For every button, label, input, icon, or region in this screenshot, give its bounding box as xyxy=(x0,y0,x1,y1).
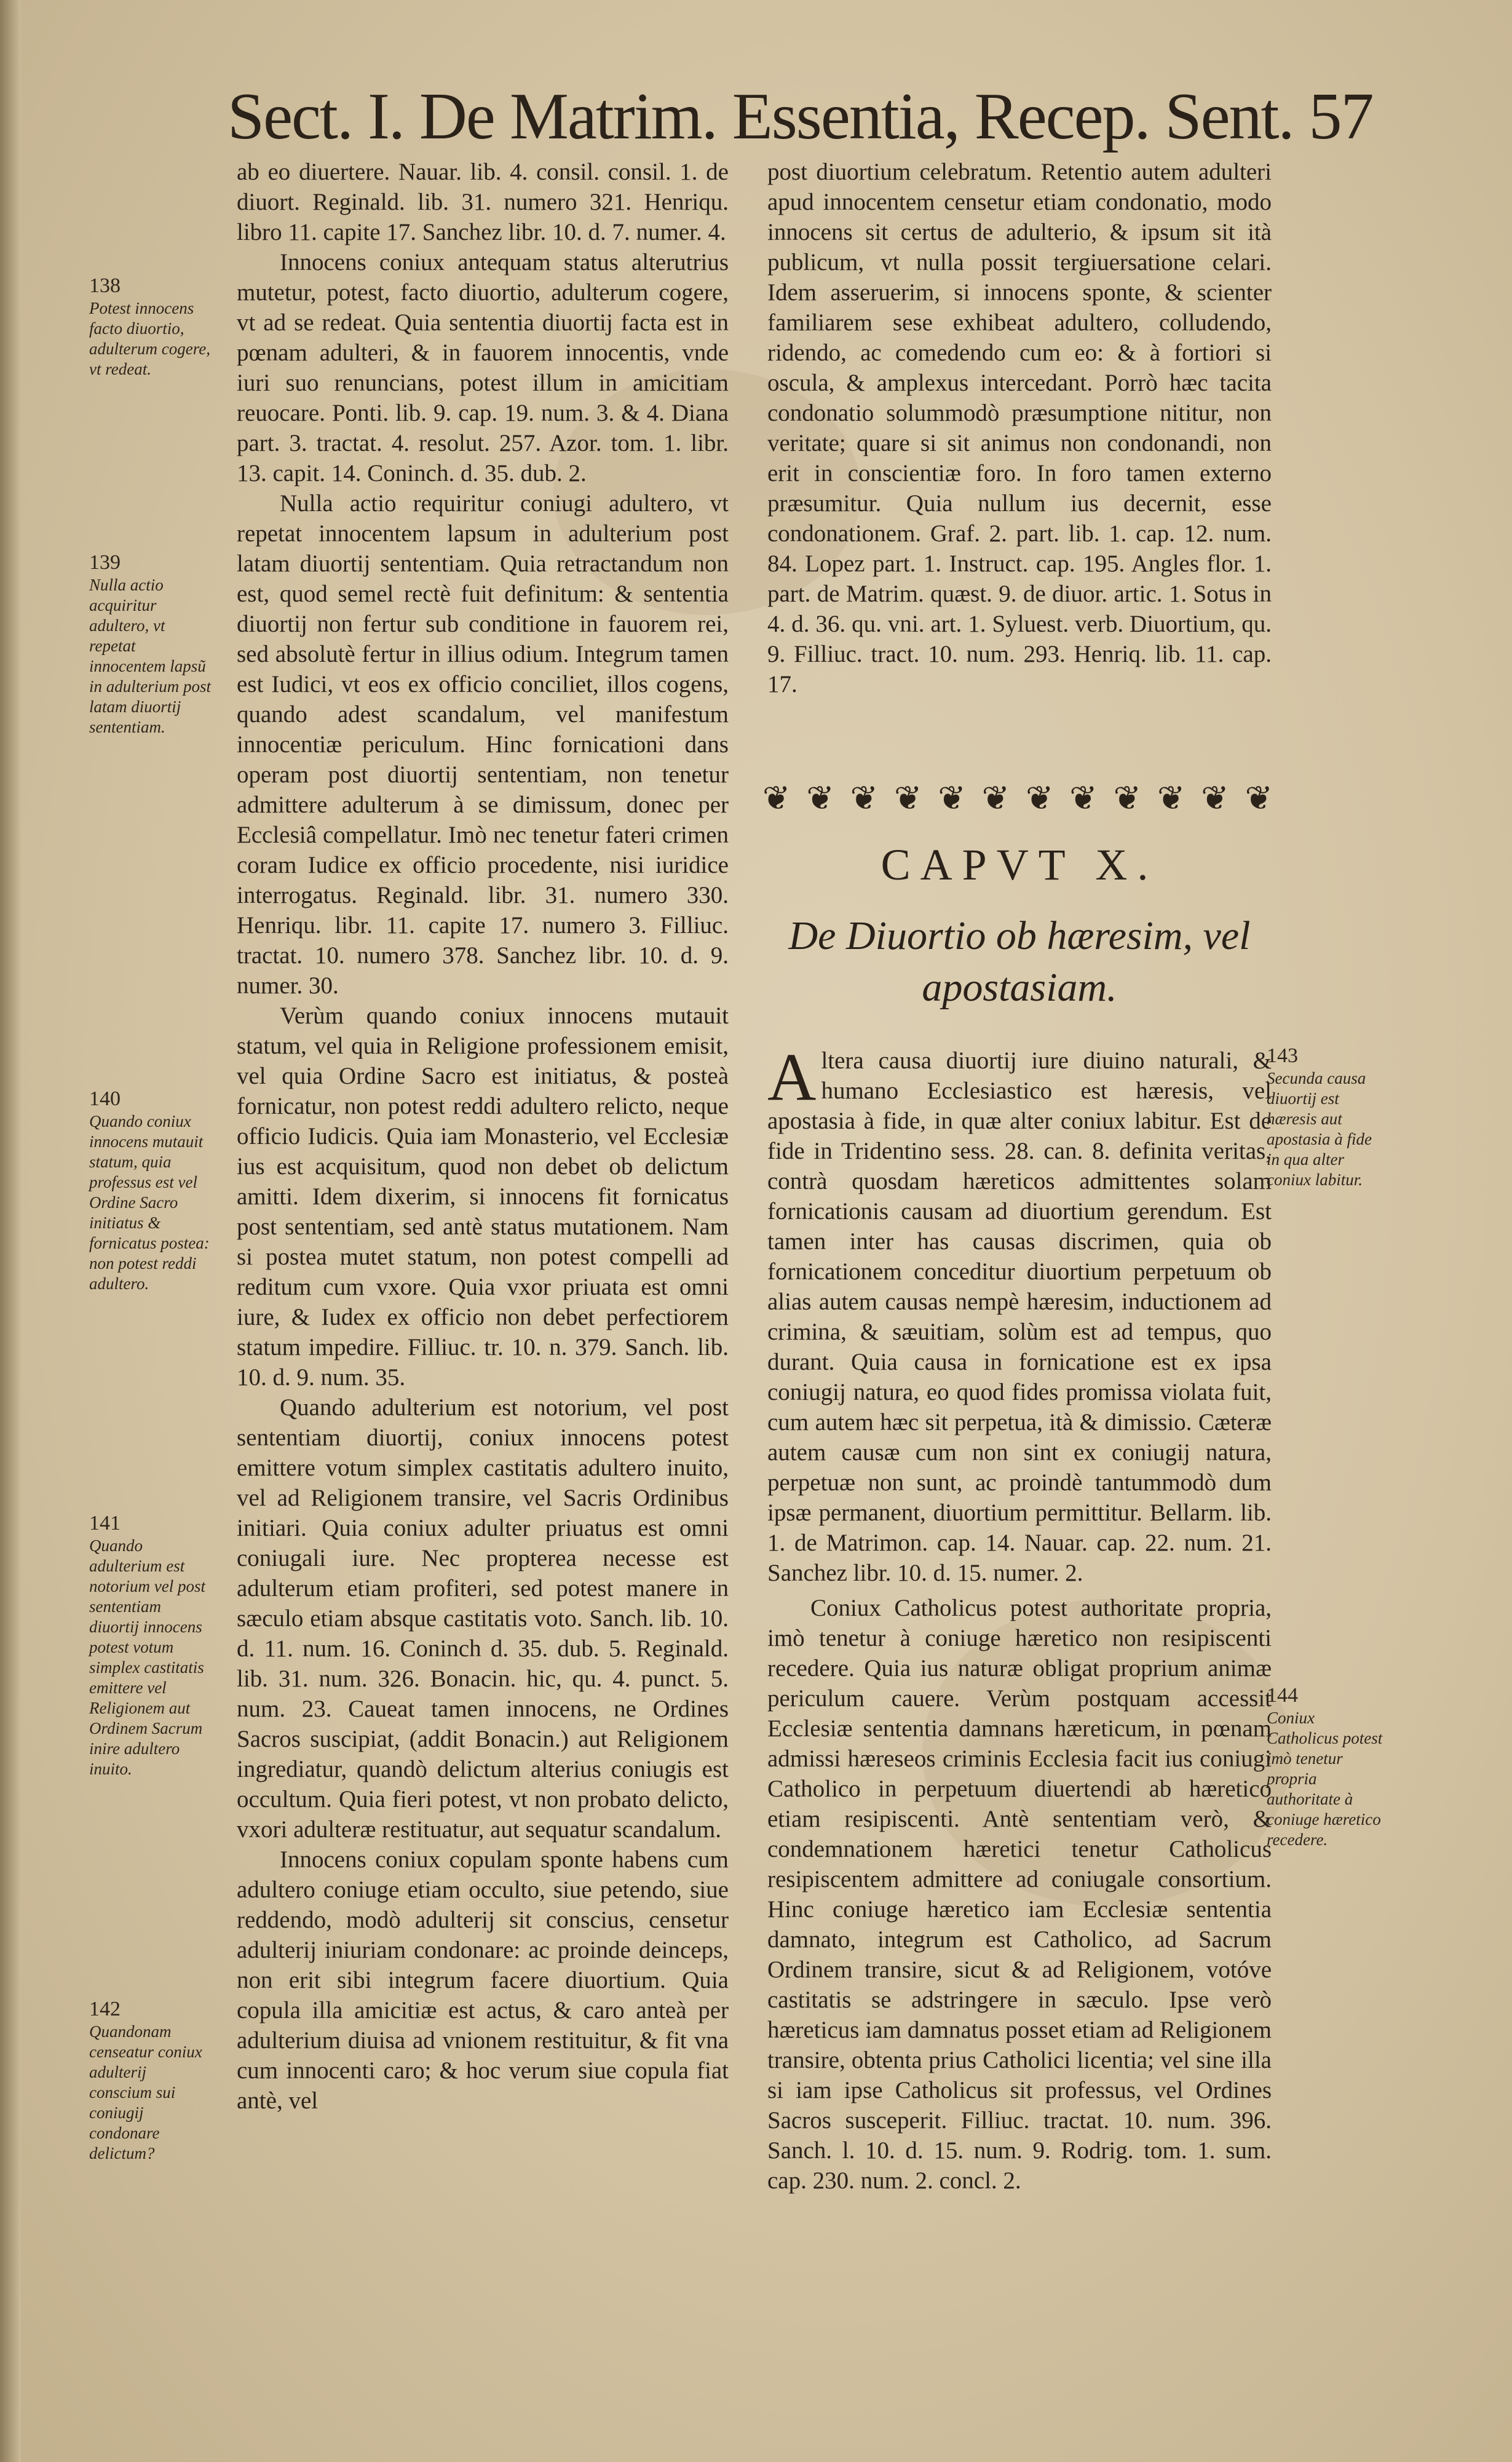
fleuron-icon: ❦ xyxy=(806,779,834,817)
chapter-title: CAPVT X. xyxy=(881,840,1158,889)
section-number: 139 xyxy=(89,551,121,574)
margin-note-text: Quando adulterium est notorium vel post sententiam diuortij innocens potest votum simplex castitatis emittere vel Religionem aut Ordinem Sacrum inire adultero inuito. xyxy=(89,1536,205,1778)
margin-note-text: Secunda causa diuortij est hæresis aut apostasia à fide in qua alter coniux labitur. xyxy=(1267,1069,1372,1189)
right-column-body xyxy=(767,1039,1272,2196)
section-number: 142 xyxy=(89,1998,121,2020)
fleuron-icon: ❦ xyxy=(1025,779,1054,817)
margin-note xyxy=(89,1089,212,1294)
chapter-subtitle: De Diuortio ob hæresim, vel apostasiam. xyxy=(788,913,1251,1010)
fleuron-icon: ❦ xyxy=(938,779,966,817)
fleuron-icon: ❦ xyxy=(1245,779,1273,817)
margin-note xyxy=(89,1513,212,1779)
paragraph xyxy=(767,1039,1272,1588)
section-number: 144 xyxy=(1267,1684,1298,1707)
drop-cap: A xyxy=(767,1039,817,1114)
paragraph-text: ltera causa diuortij iure diuino naturali, & humano Ecclesiastico est hæresis, vel apostasia à fide, in quæ alter coniux labitur. Est de fide in Tridentino sess. 28. can. 8. definita veritas, contrà quosdam hæreticos admittentes solam fornicationis causam ad diuortium gerendum. Est tamen inter has causas discrimen, quia ob fornicationem conceditur diuortium perpetuum ob alias autem causas nempè hæresim, inductionem ad crimina, & sæuitiam, solùm est ad tempus, quo durant. Quia causa in fornicatione est ex ipsa coniugij natura, eo quod fides promissa violata fuit, cum autem hæc sit perpetua, ità & dimissio. Cæteræ autem causæ cum non sint ex coniugij natura, perpetuæ non sunt, ac proindè tantummodò dum ipsæ permanent, diuortium permittitur. Bellarm. lib. 1. de Matrimon. cap. 14. Nauar. cap. 22. num. 21. Sanchez libr. 10. d. 15. numer. 2. xyxy=(767,1047,1272,1586)
right-column-top xyxy=(767,157,1272,699)
paragraph: ab eo diuertere. Nauar. lib. 4. consil. consil. 1. de diuort. Reginald. lib. 31. numero 321. Henriqu. libro 11. capite 17. Sanchez libr. 10. d. 7. numer. 4. xyxy=(237,159,729,245)
margin-note-text: Quando coniux innocens mutauit statum, quia professus est vel Ordine Sacro initiatus & fornicatus postea: non potest reddi adultero. xyxy=(89,1112,210,1293)
running-head: Sect. I. De Matrim. Essentia, Recep. Sent. 57 xyxy=(228,80,1373,153)
margin-note xyxy=(89,276,212,379)
fleuron-icon: ❦ xyxy=(981,779,1010,817)
margin-note xyxy=(1267,1046,1383,1190)
paragraph: Coniux Catholicus potest authoritate propria, imò tenetur à coniuge hæretico non resipiscenti recedere. Quia ius naturæ obligat proprium animæ periculum cauere. Verùm postquam accessit Ecclesiæ sententia damnans hæreticum, in pœnam admissi hæreseos criminis Ecclesia facit ius coniugi Catholico in perpetuum diuertendi ab hæretico etiam resipiscenti. Antè sententiam verò, & condemnationem hæretici tenetur Catholicus resipiscentem admittere ad coniugale consortium. Hinc coniuge hæretico iam Ecclesiæ sententia damnato, integrum est Catholico, ad Sacrum Ordinem transire, sicut & ad Religionem, votóve castitatis se adstringere in sæculo. Ipse verò hæreticus iam damnatus posset etiam ad Religionem transire, obtenta prius Catholici licentia; vel sine illa si iam ipse Catholicus sit professus, vel Ordines Sacros susceperit. Filliuc. tractat. 10. num. 396. Sanch. l. 10. d. 15. num. 9. Rodrig. tom. 1. sum. cap. 230. num. 2. concl. 2. xyxy=(767,1595,1272,2194)
margin-note xyxy=(89,552,212,737)
section-number: 141 xyxy=(89,1512,121,1535)
margin-note xyxy=(1267,1685,1383,1850)
paragraph: Verùm quando coniux innocens mutauit statum, vel quia in Religione professionem emisit, vel quia Ordine Sacro est initiatus, & posteà fornicatur, non potest reddi adultero relicto, neque officio Iudicis. Quia iam Monasterio, vel Ecclesiæ ius est acquisitum, quod non debet ob delictum amitti. Idem dixerim, si innocens fit fornicatus post sententiam, sed antè status mutationem. Nam si postea mutet statum, non potest compelli ad reditum cum vxore. Quia vxor priuata est omni iure, & Iudex ex officio non debet perfectiorem statum impedire. Filliuc. tr. 10. n. 379. Sanch. lib. 10. d. 9. num. 35. xyxy=(237,1003,729,1391)
margin-note-text: Quandonam censeatur coniux adulterij conscium sui coniugij condonare delictum? xyxy=(89,2022,202,2162)
paragraph: Innocens coniux antequam status alterutrius mutetur, potest, facto diuortio, adulterum cogere, vt ad se redeat. Quia sententia diuortij facta est in pœnam adulteri, & in fauorem innocentis, vnde iuri suo renuncians, potest illum in amicitiam reuocare. Ponti. lib. 9. cap. 19. num. 3. & 4. Diana part. 3. tractat. 4. resolut. 257. Azor. tom. 1. libr. 13. capit. 14. Coninch. d. 35. dub. 2. xyxy=(237,249,729,486)
margin-note xyxy=(89,1999,212,2164)
ornament-band xyxy=(762,776,1273,819)
section-number: 143 xyxy=(1267,1044,1298,1067)
fleuron-icon: ❦ xyxy=(1201,779,1229,817)
margin-note-text: Coniux Catholicus potest imò tenetur propria authoritate à coniuge hæretico recedere. xyxy=(1267,1709,1383,1849)
paragraph: Nulla actio requiritur coniugi adultero, vt repetat innocentem lapsum in adulterium post latam diuortij sententiam. Quia retractandum non est, quod semel rectè fuit definitum: & sententia diuortij non fertur sub conditione in fauorem rei, sed absolutè fertur in illius odium. Integrum tamen est Iudici, vt eos ex officio conciliet, illos cogens, quando adest scandalum, vel manifestum innocentiæ periculum. Hinc fornicationi dans operam post diuortij sententiam, non tenetur admittere adulterum à se dimissum, donec per Ecclesiâ compellatur. Imò nec tenetur fateri crimen coram Iudice ex officio procedente, nisi iuridice interrogatus. Reginald. libr. 31. numero 330. Henriqu. libr. 11. capite 17. numero 3. Filliuc. tractat. 10. numero 378. Sanchez libr. 10. d. 9. numer. 30. xyxy=(237,490,729,999)
paragraph: Innocens coniux copulam sponte habens cum adultero coniuge etiam occulto, siue petendo, siue reddendo, modò adulterij sit conscius, censetur adulterij iniuriam condonare: ac proinde deinceps, non erit sibi integrum facere diuortium. Quia copula illa amicitiæ est actus, & caro anteà per adulterium diuisa ad vnionem restituitur, & fit vna cum innocenti caro; & hoc verum siue copula fiat antè, vel xyxy=(237,1846,729,2114)
fleuron-icon: ❦ xyxy=(1069,779,1098,817)
fleuron-icon: ❦ xyxy=(850,779,878,817)
paragraph: Quando adulterium est notorium, vel post sententiam diuortij, coniux innocens potest emittere votum simplex castitatis adultero inuito, vel ad Religionem transire, vel Sacris Ordinibus initiari. Quia coniux adulter priuatus est omni coniugali iure. Nec propterea necesse est adulterum etiam profiteri, sed potest manere in sæculo etiam absque castitatis voto. Sanch. lib. 10. d. 11. num. 16. Coninch d. 35. dub. 5. Reginald. lib. 31. num. 326. Bonacin. hic, qu. 4. punct. 5. num. 23. Caueat tamen innocens, ne Ordines Sacros suscipiat, (addit Bonacin.) aut Religionem ingrediatur, quandò delictum alterius coniugis est occultum. Quia fieri potest, vt non probato delicto, vxori adulteræ restituatur, aut sequatur scandalum. xyxy=(237,1394,729,1843)
page-gutter xyxy=(0,0,21,2462)
paragraph: post diuortium celebratum. Retentio autem adulteri apud innocentem censetur etiam condonatio, modo innocens sit certus de adulterio, & ipsum sit ità publicum, vt nulla possit tergiuersatione celari. Idem asseruerim, si innocens sponte, & scienter familiarem sese exhibeat adultero, colludendo, ridendo, ac comedendo cum eo: & à fortiori si oscula, & amplexus intercedant. Porrò hæc tacita condonatio solummodò præsumptione nititur, non veritate; quare si sit animus non condonandi, non erit in conscientiæ foro. In foro tamen externo præsumitur. Quia nullum ius decernit, esse condonationem. Graf. 2. part. lib. 1. cap. 12. num. 84. Lopez part. 1. Instruct. cap. 195. Angles flor. 1. part. de Matrim. quæst. 9. de diuor. artic. 1. Sotus in 4. d. 36. qu. vni. art. 1. Syluest. verb. Diuortium, qu. 9. Filliuc. tract. 10. num. 293. Henriq. lib. 11. cap. 17. xyxy=(767,159,1272,697)
fleuron-icon: ❦ xyxy=(762,779,791,817)
section-number: 140 xyxy=(89,1087,121,1110)
margin-note-text: Nulla actio acquiritur adultero, vt repetat innocentem lapsũ in adulterium post latam diuortij sententiam. xyxy=(89,576,212,736)
left-column xyxy=(237,157,729,2116)
section-number: 138 xyxy=(89,274,121,297)
fleuron-icon: ❦ xyxy=(1113,779,1141,817)
fleuron-icon: ❦ xyxy=(1157,779,1185,817)
fleuron-icon: ❦ xyxy=(893,779,922,817)
margin-note-text: Potest innocens facto diuortio, adulterum cogere, vt redeat. xyxy=(89,299,210,378)
